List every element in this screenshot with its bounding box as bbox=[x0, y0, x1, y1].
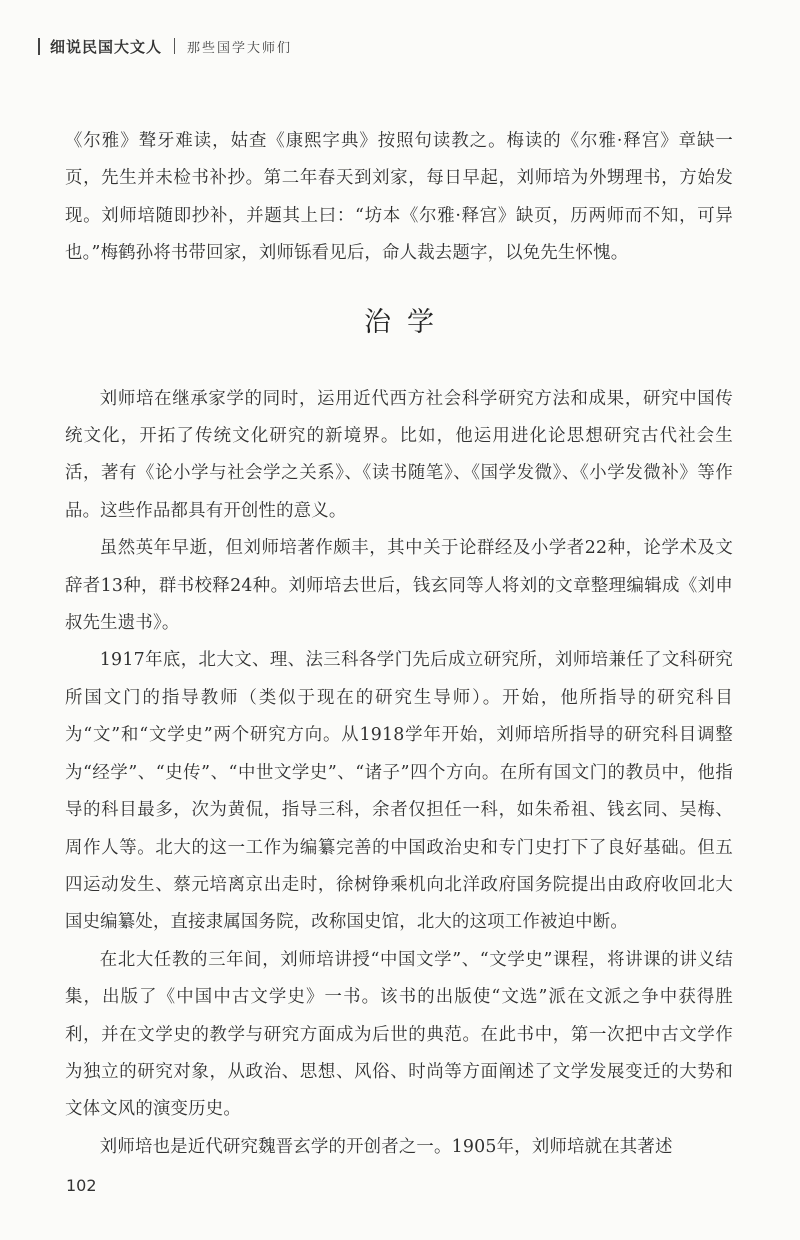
book-title: 那些国学大师们 bbox=[187, 40, 293, 56]
page-number: 102 bbox=[66, 1176, 97, 1195]
header-rule-icon bbox=[38, 38, 40, 55]
body-paragraph-4: 在北大任教的三年间，刘师培讲授“中国文学”、“文学史”课程，将讲课的讲义结集，出版了《中国中古文学史》一书。该书的出版使“文选”派在文派之争中获得胜利，并在文学史的教学与研究方面成为后世的典范。在此书中，第一次把中古文学作为独立的研究对象，从政治、思想、风俗、时尚等方面阐述了文学发展变迁的大势和文体文风的演变历史。 bbox=[65, 949, 733, 1120]
body-paragraph-1: 刘师培在继承家学的同时，运用近代西方社会科学研究方法和成果，研究中国传统文化，开拓了传统文化研究的新境界。比如，他运用进化论思想研究古代社会生活，著有《论小学与社会学之关系》、《读书随笔》、《国学发微》、《小学发微补》等作品。这些作品都具有开创性的意义。 bbox=[65, 388, 733, 521]
body-paragraph-3: 1917年底，北大文、理、法三科各学门先后成立研究所，刘师培兼任了文科研究所国文门的指导教师（类似于现在的研究生导师）。开始，他所指导的研究科目为“文”和“文学史”两个研究方向。从1918学年开始，刘师培所指导的研究科目调整为“经学”、“史传”、“中世文学史”、“诸子”四个方向。在所有国文门的教员中，他指导的科目最多，次为黄侃，指导三科，余者仅担任一科，如朱希祖、钱玄同、吴梅、周作人等。北大的这一工作为编纂完善的中国政治史和专门史打下了良好基础。但五四运动发生、蔡元培离京出走时，徐树铮乘机向北洋政府国务院提出由政府收回北大国史编纂处，直接隶属国务院，改称国史馆，北大的这项工作被迫中断。 bbox=[65, 650, 733, 933]
body-paragraph-5: 刘师培也是近代研究魏晋玄学的开创者之一。1905年，刘师培就在其著述 bbox=[99, 1136, 673, 1157]
header-divider bbox=[174, 38, 175, 54]
series-title: 细说民国大文人 bbox=[50, 37, 163, 56]
body-paragraph-2: 虽然英年早逝，但刘师培著作颇丰，其中关于论群经及小学者22种，论学术及文辞者13种，群书校释24种。刘师培去世后，钱玄同等人将刘的文章整理编辑成《刘申叔先生遗书》。 bbox=[65, 538, 733, 634]
running-header bbox=[38, 33, 292, 59]
section-heading: 治学 bbox=[364, 306, 450, 338]
continued-paragraph: 《尔雅》聱牙难读，姑查《康熙字典》按照句读教之。梅读的《尔雅·释宫》章缺一页，先生并未检书补抄。第二年春天到刘家，每日早起，刘师培为外甥理书，方始发现。刘师培随即抄补，并题其上曰：“坊本《尔雅·释宫》缺页，历两师而不知，可异也。”梅鹤孙将书带回家，刘师铄看见后，命人裁去题字，以免先生怀愧。 bbox=[65, 131, 733, 264]
page-body bbox=[65, 123, 733, 1166]
